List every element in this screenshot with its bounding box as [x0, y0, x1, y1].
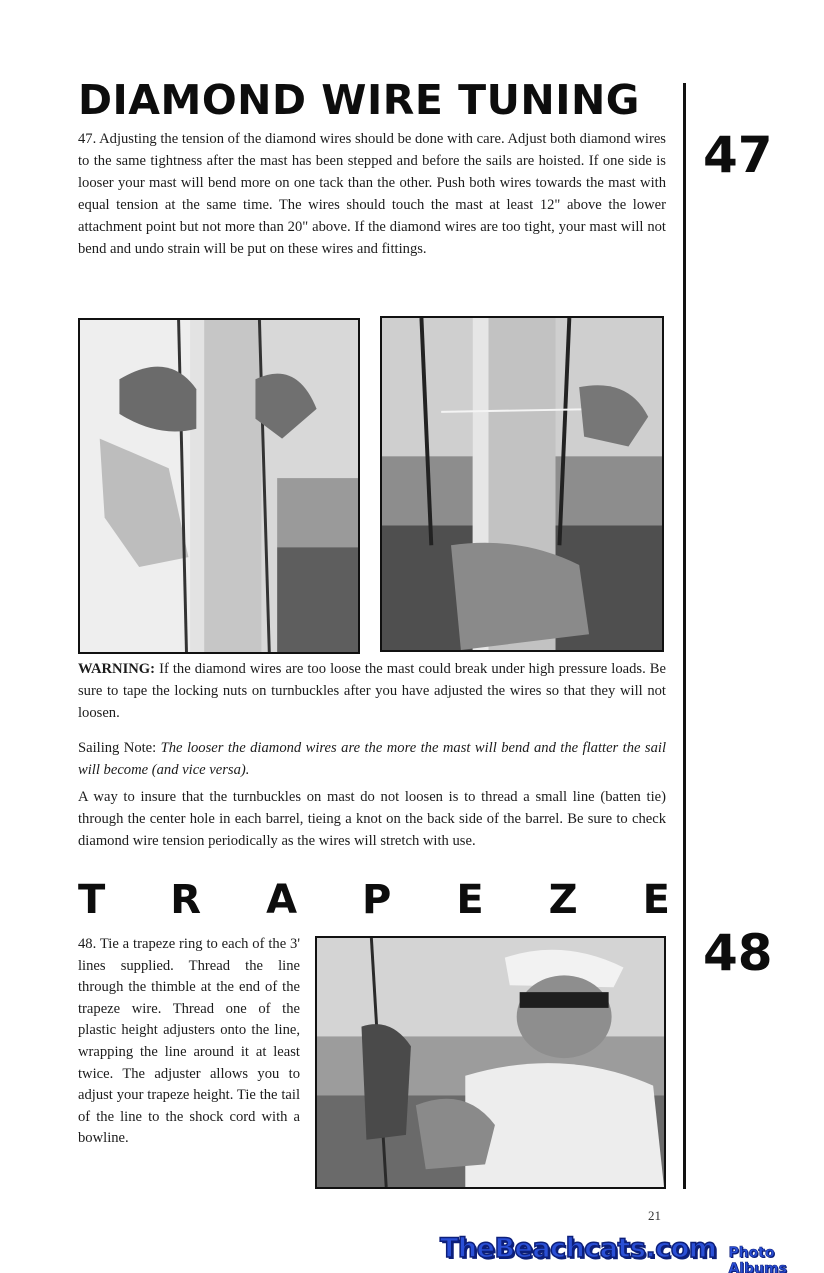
section-number-48: 48 [703, 924, 773, 982]
warning-text: If the diamond wires are too loose the mast could break under high pressure loads. Be sure to tape the locking nuts on turnbuckles after you have adjusted the wires so that they will not loosen. [78, 661, 666, 721]
sailing-note-paragraph [78, 737, 666, 781]
photo-man-trapeze-image [317, 938, 664, 1187]
watermark [440, 1233, 824, 1273]
trapeze-letter: E [642, 877, 670, 923]
warning-paragraph [78, 658, 666, 724]
photo-mast-wires-image [80, 320, 358, 652]
page-number: 21 [648, 1208, 661, 1223]
trapeze-letter: E [456, 877, 484, 923]
watermark-subtitle: Photo Albums [728, 1245, 787, 1273]
section-heading-diamond-wire-tuning: DIAMOND WIRE TUNING [78, 76, 640, 124]
photo-trapeze-rigging [315, 936, 666, 1189]
trapeze-letter: Z [548, 877, 578, 923]
margin-rule [683, 83, 686, 1189]
photo-diamond-wires-push [78, 318, 360, 654]
diamond-wire-paragraph: 47. Adjusting the tension of the diamond wires should be done with care. Adjust both diamond wires to the same tightness after the mast has been stepped and before the sails are hoisted. If one side is looser your mast will bend more on one tack than the other. Push both wires towards the mast with equal tension at the same time. The wires should touch the mast at least 12" above the lower attachment point but not more than 20" above. If the diamond wires are too tight, your mast will not bend and undo strain will be put on these wires and fittings. [78, 131, 666, 257]
trapeze-paragraph: 48. Tie a trapeze ring to each of the 3' lines supplied. Thread the line through the thimble at the end of the trapeze wire. Thread one of the plastic height adjusters onto the line, wrapping the line around it at least twice. The adjuster allows you to adjust your trapeze height. Tie the tail of the line to the shock cord with a bowline. [78, 936, 300, 1147]
trapeze-letter: R [170, 877, 202, 923]
section-heading-trapeze [78, 877, 670, 923]
trapeze-letter: T [78, 877, 106, 923]
warning-label: WARNING: [78, 661, 156, 677]
photo-diamond-wires-measure [380, 316, 664, 652]
sailing-note-label: Sailing Note: [78, 740, 161, 756]
trapeze-letter: A [266, 877, 298, 923]
turnbuckle-tip-paragraph: A way to insure that the turnbuckles on mast do not loosen is to thread a small line (batten tie) through the center hole in each barrel, tieing a knot on the back side of the barrel. Be sure to check diamond wire tension periodically as the wires will stretch with use. [78, 789, 666, 849]
watermark-logo-text: TheBeachcats.com [440, 1233, 717, 1264]
section-number-47: 47 [703, 126, 773, 184]
photo-mast-line-image [382, 318, 662, 650]
trapeze-letter: P [362, 877, 392, 923]
sailing-note-text: The looser the diamond wires are the more the mast will bend and the flatter the sail will become (and vice versa). [78, 740, 667, 778]
